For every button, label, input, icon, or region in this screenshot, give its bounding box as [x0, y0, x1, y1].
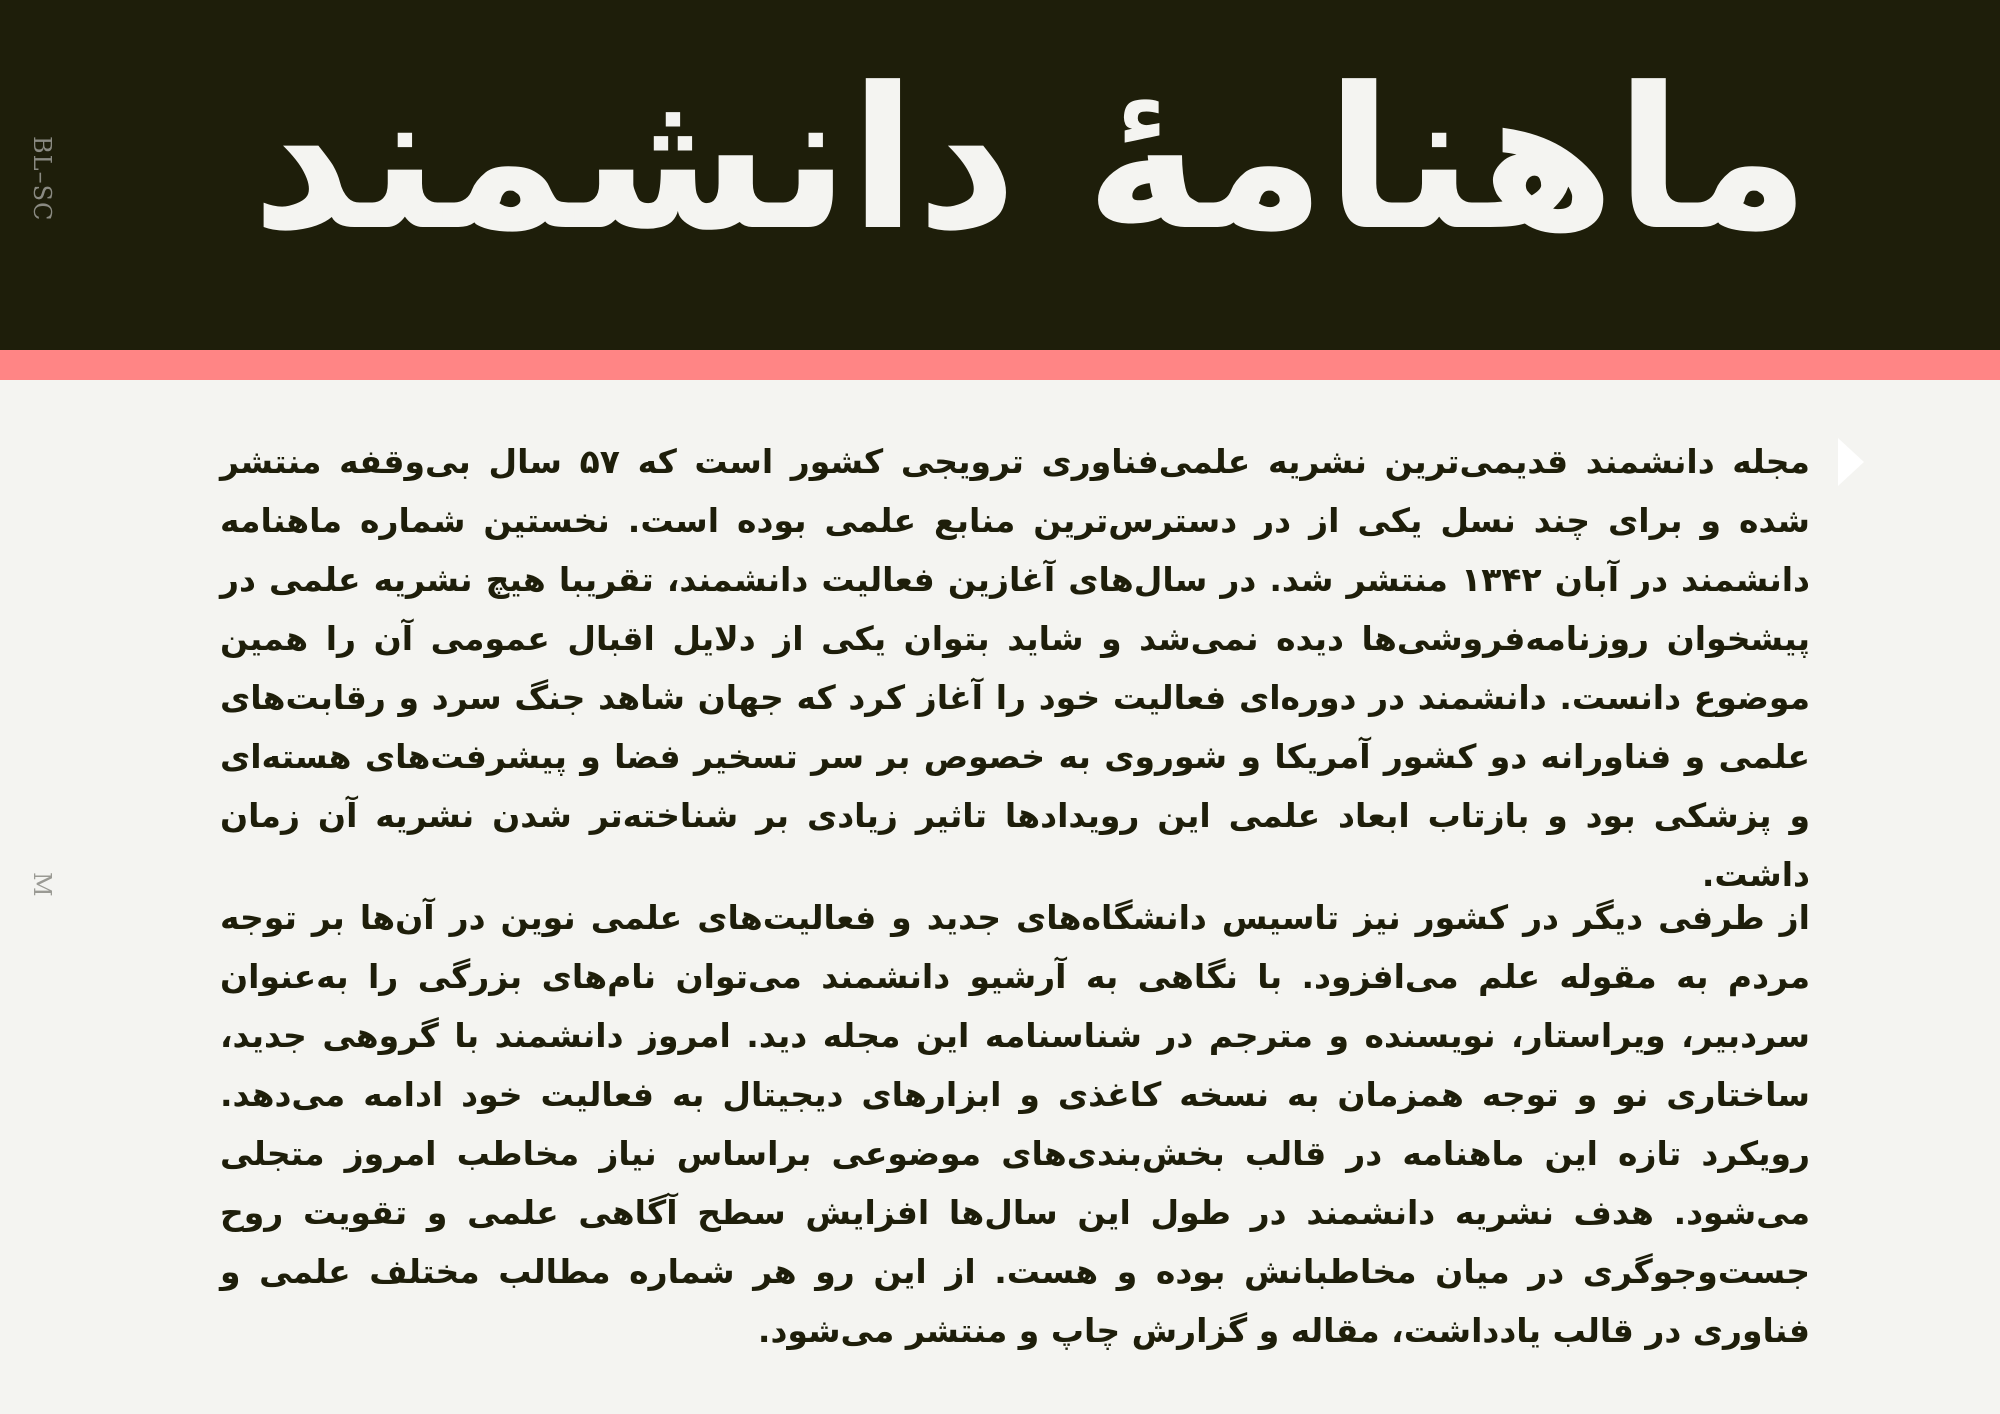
header-banner: [0, 0, 2000, 350]
side-label-middle: M: [28, 872, 56, 898]
paragraph-1: مجله دانشمند قدیمی‌ترین نشریه علمی‌فناوری ترویجی کشور است که ۵۷ سال بی‌وقفه منتشر شده و برای چند نسل یکی از در دسترس‌ترین منابع علمی بوده است. نخستین شماره ماهنامه دانشمند در آبان ۱۳۴۲ منتشر شد. در سال‌های آغازین فعالیت دانشمند، تقریبا هیچ نشریه علمی در پیشخوان روزنامه‌فروشی‌ها دیده نمی‌شد و شاید بتوان یکی از دلایل اقبال عمومی آن را همین موضوع دانست. دانشمند در دوره‌ای فعالیت خود را آغاز کرد که جهان شاهد جنگ سرد و رقابت‌های علمی و فناورانه دو کشور آمریکا و شوروی به خصوص بر سر تسخیر فضا و پیشرفت‌های هسته‌ای و پزشکی بود و بازتاب ابعاد علمی این رویدادها تاثیر زیادی بر شناخته‌تر شدن نشریه آن زمان داشت.: [220, 442, 1810, 894]
paragraph-2: از طرفی دیگر در کشور نیز تاسیس دانشگاه‌های جدید و فعالیت‌های علمی نوین در آن‌ها بر توجه مردم به مقوله علم می‌افزود. با نگاهی به آرشیو دانشمند می‌توان نام‌های بزرگی را به‌عنوان سردبیر، ویراستار، نویسنده و مترجم در شناسنامه این مجله دید. امروز دانشمند با گروهی جدید، ساختاری نو و توجه همزمان به نسخه کاغذی و ابزارهای دیجیتال به فعالیت خود ادامه می‌دهد. رویکرد تازه این ماهنامه در قالب بخش‌بندی‌های موضوعی براساس نیاز مخاطب امروز متجلی می‌شود. هدف نشریه دانشمند در طول این سال‌ها افزایش سطح آگاهی علمی و تقویت روح جست‌وجوگری در میان مخاطبانش بوده و هست. از این رو هر شماره مطالب مختلف علمی و فناوری در قالب یادداشت، مقاله و گزارش چاپ و منتشر می‌شود.: [220, 898, 1810, 1350]
side-label-top: BL–SC: [28, 136, 56, 222]
page-title: ماهنامهٔ دانشمند: [251, 46, 1810, 274]
accent-bar: [0, 350, 2000, 380]
triangle-right-icon: [1838, 438, 1864, 486]
